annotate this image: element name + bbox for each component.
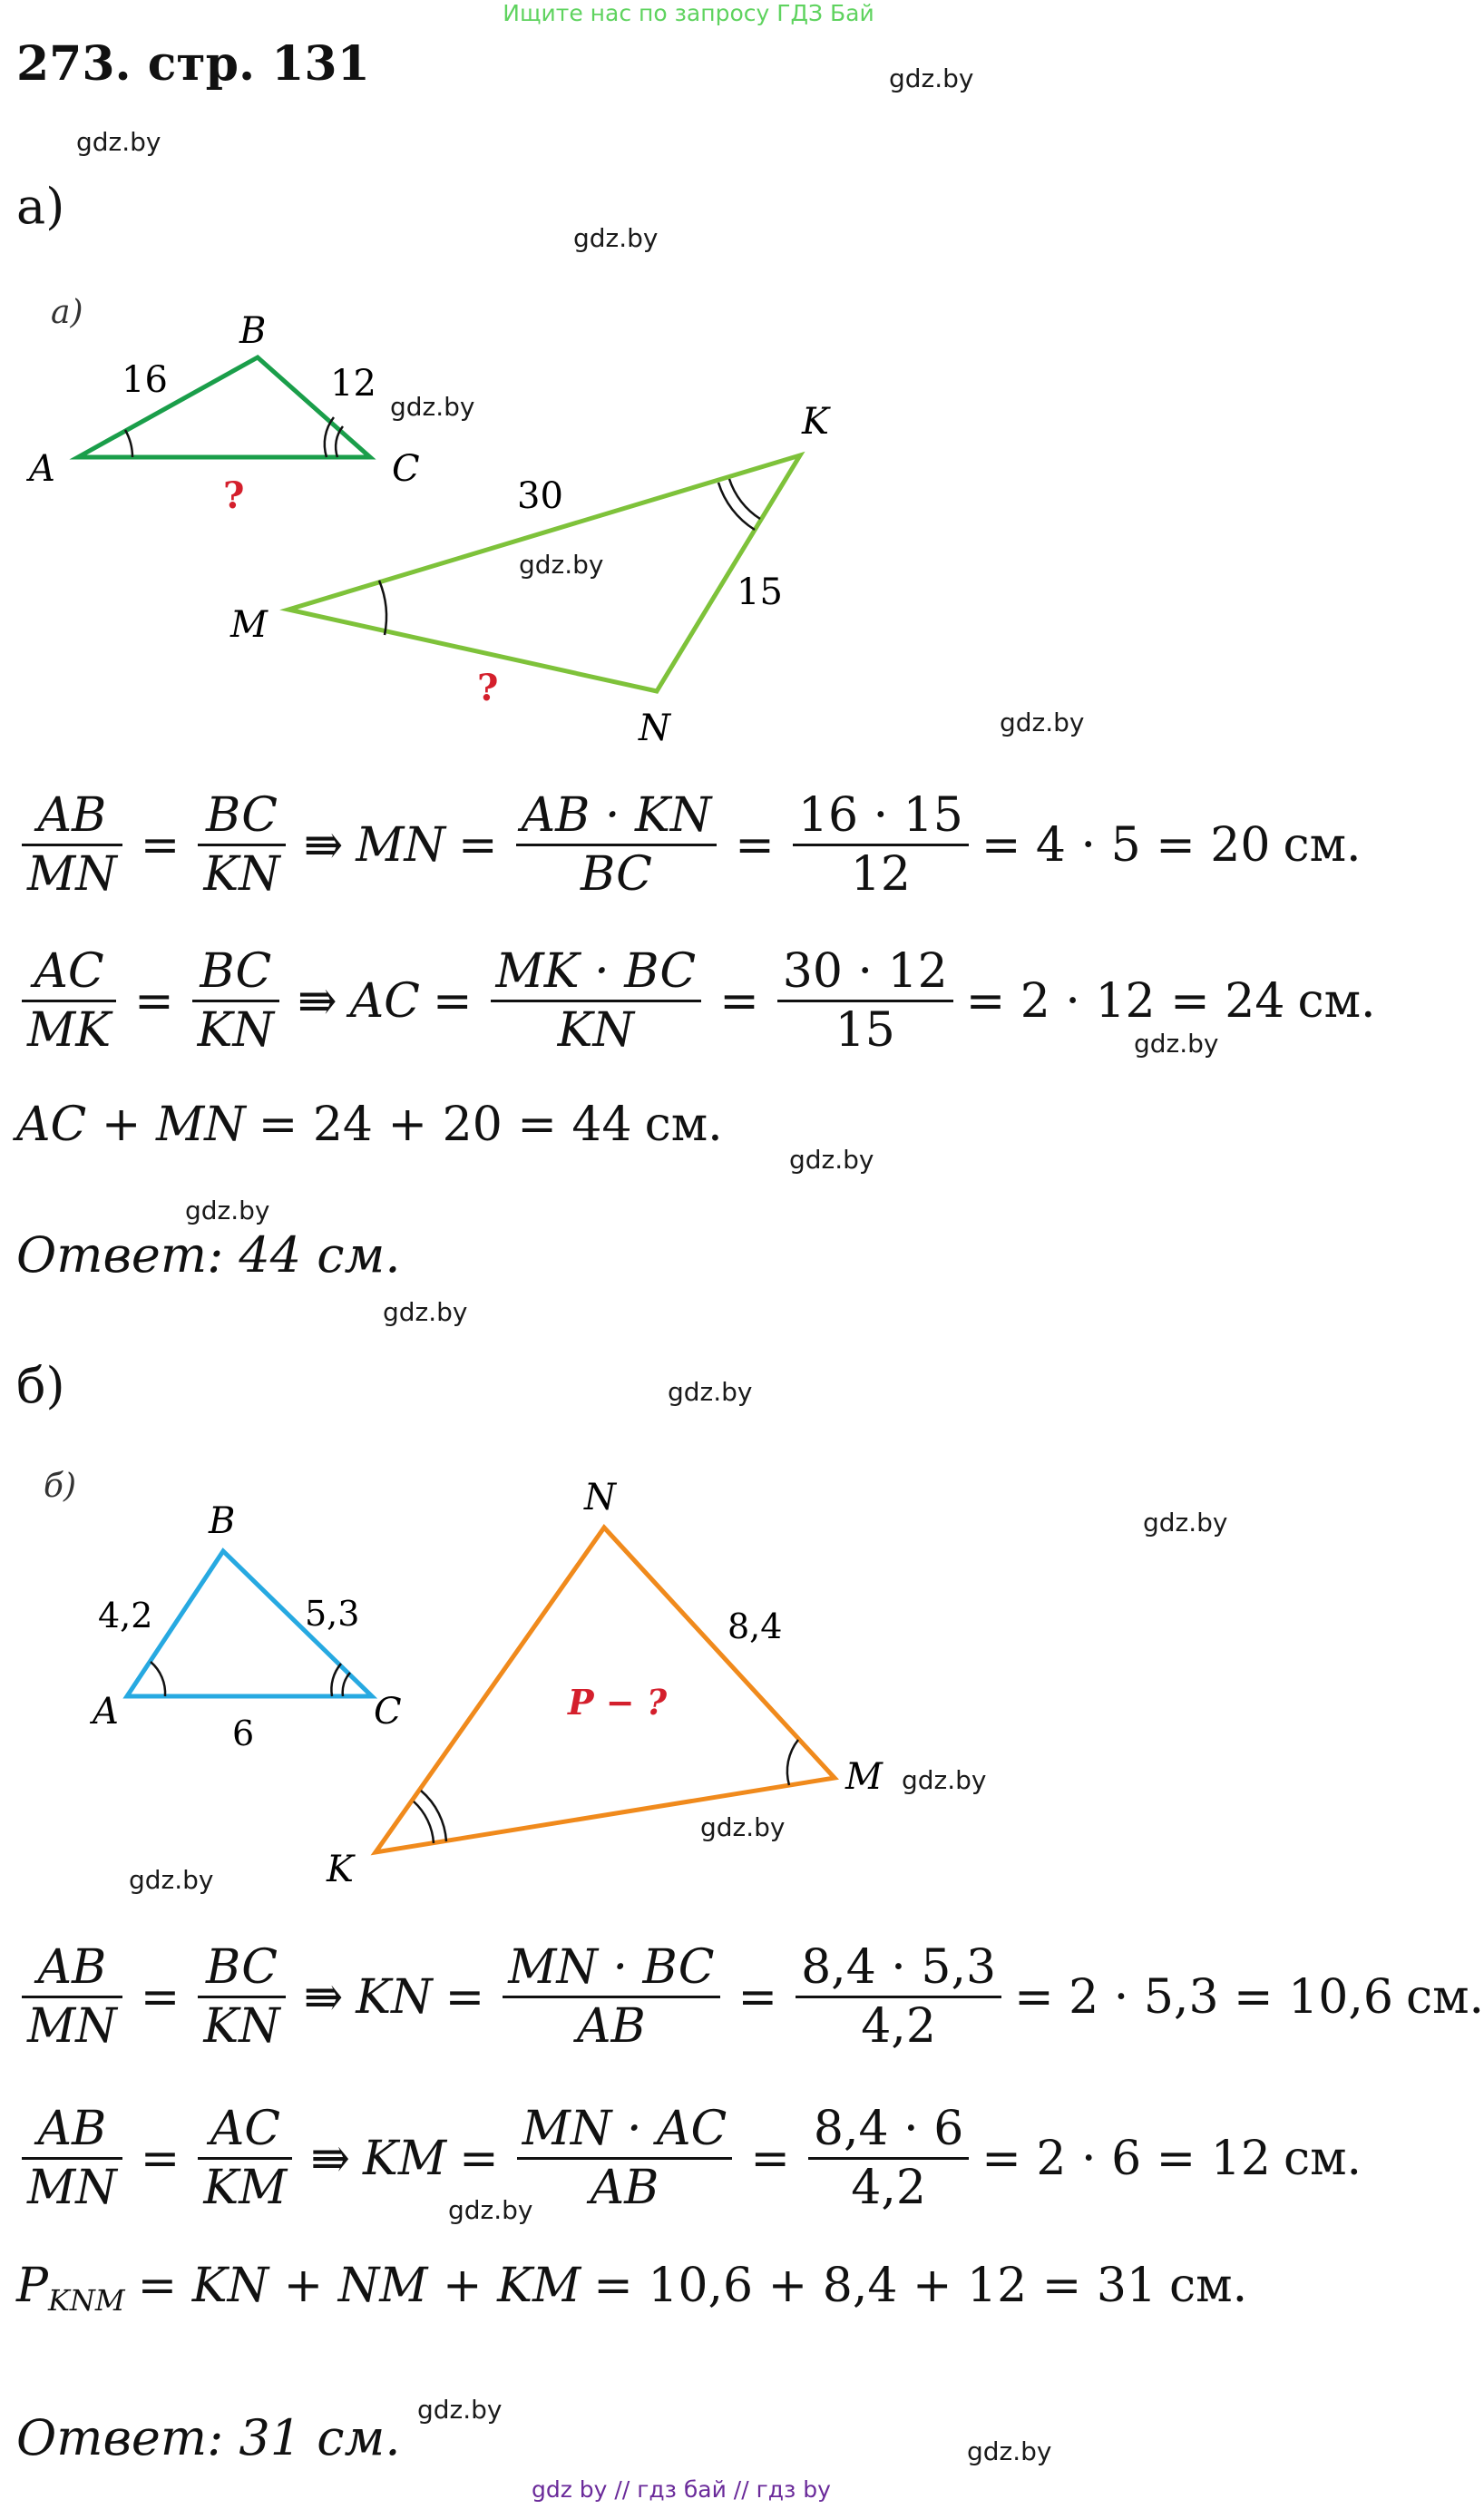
fraction: 16 · 15 12 <box>793 787 969 903</box>
equation-a1: AB MN = BC KN ⇛ MN = AB · KN BC = 16 · 15 12 = 4 · 5 = 20 см. <box>16 787 1362 903</box>
fraction: 8,4 · 5,3 4,2 <box>796 1939 1001 2055</box>
vertex-b: B <box>239 310 267 352</box>
vertex-a: A <box>93 1691 119 1733</box>
vertex-m: M <box>230 604 268 646</box>
figure-b <box>0 1451 883 1905</box>
watermark: gdz.by <box>1134 1029 1219 1059</box>
side-bc-label: 5,3 <box>305 1594 360 1634</box>
fraction: AB MN <box>22 2101 122 2216</box>
angle-mark-c-outer <box>331 1664 341 1696</box>
watermark: gdz.by <box>700 1812 786 1842</box>
side-ab-label: 4,2 <box>98 1596 153 1635</box>
answer-b: Ответ: 31 см. <box>16 2409 401 2466</box>
fraction: BC KN <box>192 943 279 1059</box>
top-banner[interactable]: Ищите нас по запросу ГДЗ Бай <box>503 0 874 26</box>
angle-mark-k-outer <box>718 483 755 530</box>
watermark: gdz.by <box>390 392 475 422</box>
fraction: 30 · 12 15 <box>777 943 953 1059</box>
angle-mark-a <box>151 1662 165 1696</box>
page-title: 273. стр. 131 <box>16 36 370 92</box>
watermark: gdz.by <box>185 1196 270 1225</box>
equation-b2: AB MN = AC KM ⇛ KM = MN · AC AB = 8,4 · 6 4,2 = 2 · 6 = 12 см. <box>16 2101 1362 2216</box>
fraction: 8,4 · 6 4,2 <box>808 2101 969 2216</box>
side-ac-label: 6 <box>232 1713 255 1753</box>
watermark: gdz.by <box>417 2395 503 2425</box>
watermark: gdz.by <box>668 1377 753 1407</box>
fraction: MN · AC AB <box>517 2101 733 2216</box>
watermark: gdz.by <box>889 63 974 93</box>
side-mn-question: ? <box>477 667 499 709</box>
side-mk-label: 30 <box>517 475 563 517</box>
vertex-c: C <box>374 1691 402 1733</box>
fraction: AB MN <box>22 787 122 903</box>
perimeter-question: P − ? <box>568 1682 668 1723</box>
watermark: gdz.by <box>76 127 161 157</box>
vertex-c: C <box>392 448 420 490</box>
figure-a-tag: а) <box>51 294 83 331</box>
angle-mark-k-outer <box>414 1801 434 1843</box>
watermark: gdz.by <box>448 2195 533 2225</box>
vertex-n: N <box>584 1477 616 1518</box>
fraction: MK · BC KN <box>491 943 702 1059</box>
fraction: BC KN <box>198 787 285 903</box>
vertex-b: B <box>209 1500 236 1542</box>
answer-a: Ответ: 44 см. <box>16 1226 401 1284</box>
vertex-k: K <box>327 1849 354 1890</box>
side-kn-label: 15 <box>737 571 783 613</box>
equation-b3: P KNM = KN + NM + KM = 10,6 + 8,4 + 12 = 31 см. <box>16 2259 1248 2318</box>
vertex-n: N <box>639 708 670 749</box>
side-ac-question: ? <box>223 474 245 517</box>
vertex-m: M <box>845 1756 883 1798</box>
figure-a <box>0 272 853 762</box>
side-nm-label: 8,4 <box>727 1606 783 1646</box>
angle-mark-m <box>787 1740 798 1785</box>
figure-b-tag: б) <box>44 1468 77 1505</box>
equation-b1: AB MN = BC KN ⇛ KN = MN · BC AB = 8,4 · 5,3 4,2 = 2 · 5,3 = 10,6 см. <box>16 1939 1484 2055</box>
fraction: MN · BC AB <box>503 1939 719 2055</box>
watermark: gdz.by <box>902 1765 987 1795</box>
equation-a2: AC MK = BC KN ⇛ AC = MK · BC KN = 30 · 12 15 = 2 · 12 = 24 см. <box>16 943 1376 1059</box>
angle-mark-m <box>379 581 386 635</box>
side-ab-label: 16 <box>122 359 168 401</box>
part-b-label: б) <box>16 1357 65 1414</box>
watermark: gdz.by <box>383 1297 468 1327</box>
angle-mark-a <box>125 430 132 457</box>
fraction: AC KM <box>198 2101 292 2216</box>
watermark: gdz.by <box>1143 1508 1228 1538</box>
equation-a3: AC + MN = 24 + 20 = 44 см. <box>16 1098 723 1152</box>
watermark: gdz.by <box>789 1145 874 1175</box>
vertex-a: A <box>29 448 55 490</box>
vertex-k: K <box>802 401 829 443</box>
fraction: BC KN <box>198 1939 285 2055</box>
part-a-label: а) <box>16 178 65 235</box>
watermark: gdz.by <box>573 223 659 253</box>
watermark: gdz.by <box>967 2436 1052 2466</box>
watermark: gdz.by <box>519 550 604 580</box>
fraction: AB MN <box>22 1939 122 2055</box>
fraction: AB · KN BC <box>516 787 718 903</box>
watermark: gdz.by <box>1000 708 1085 737</box>
fraction: AC MK <box>22 943 116 1059</box>
watermark: gdz.by <box>129 1865 214 1895</box>
side-bc-label: 12 <box>330 363 376 405</box>
footer-links[interactable]: gdz by // гдз бай // гдз by <box>532 2476 831 2503</box>
